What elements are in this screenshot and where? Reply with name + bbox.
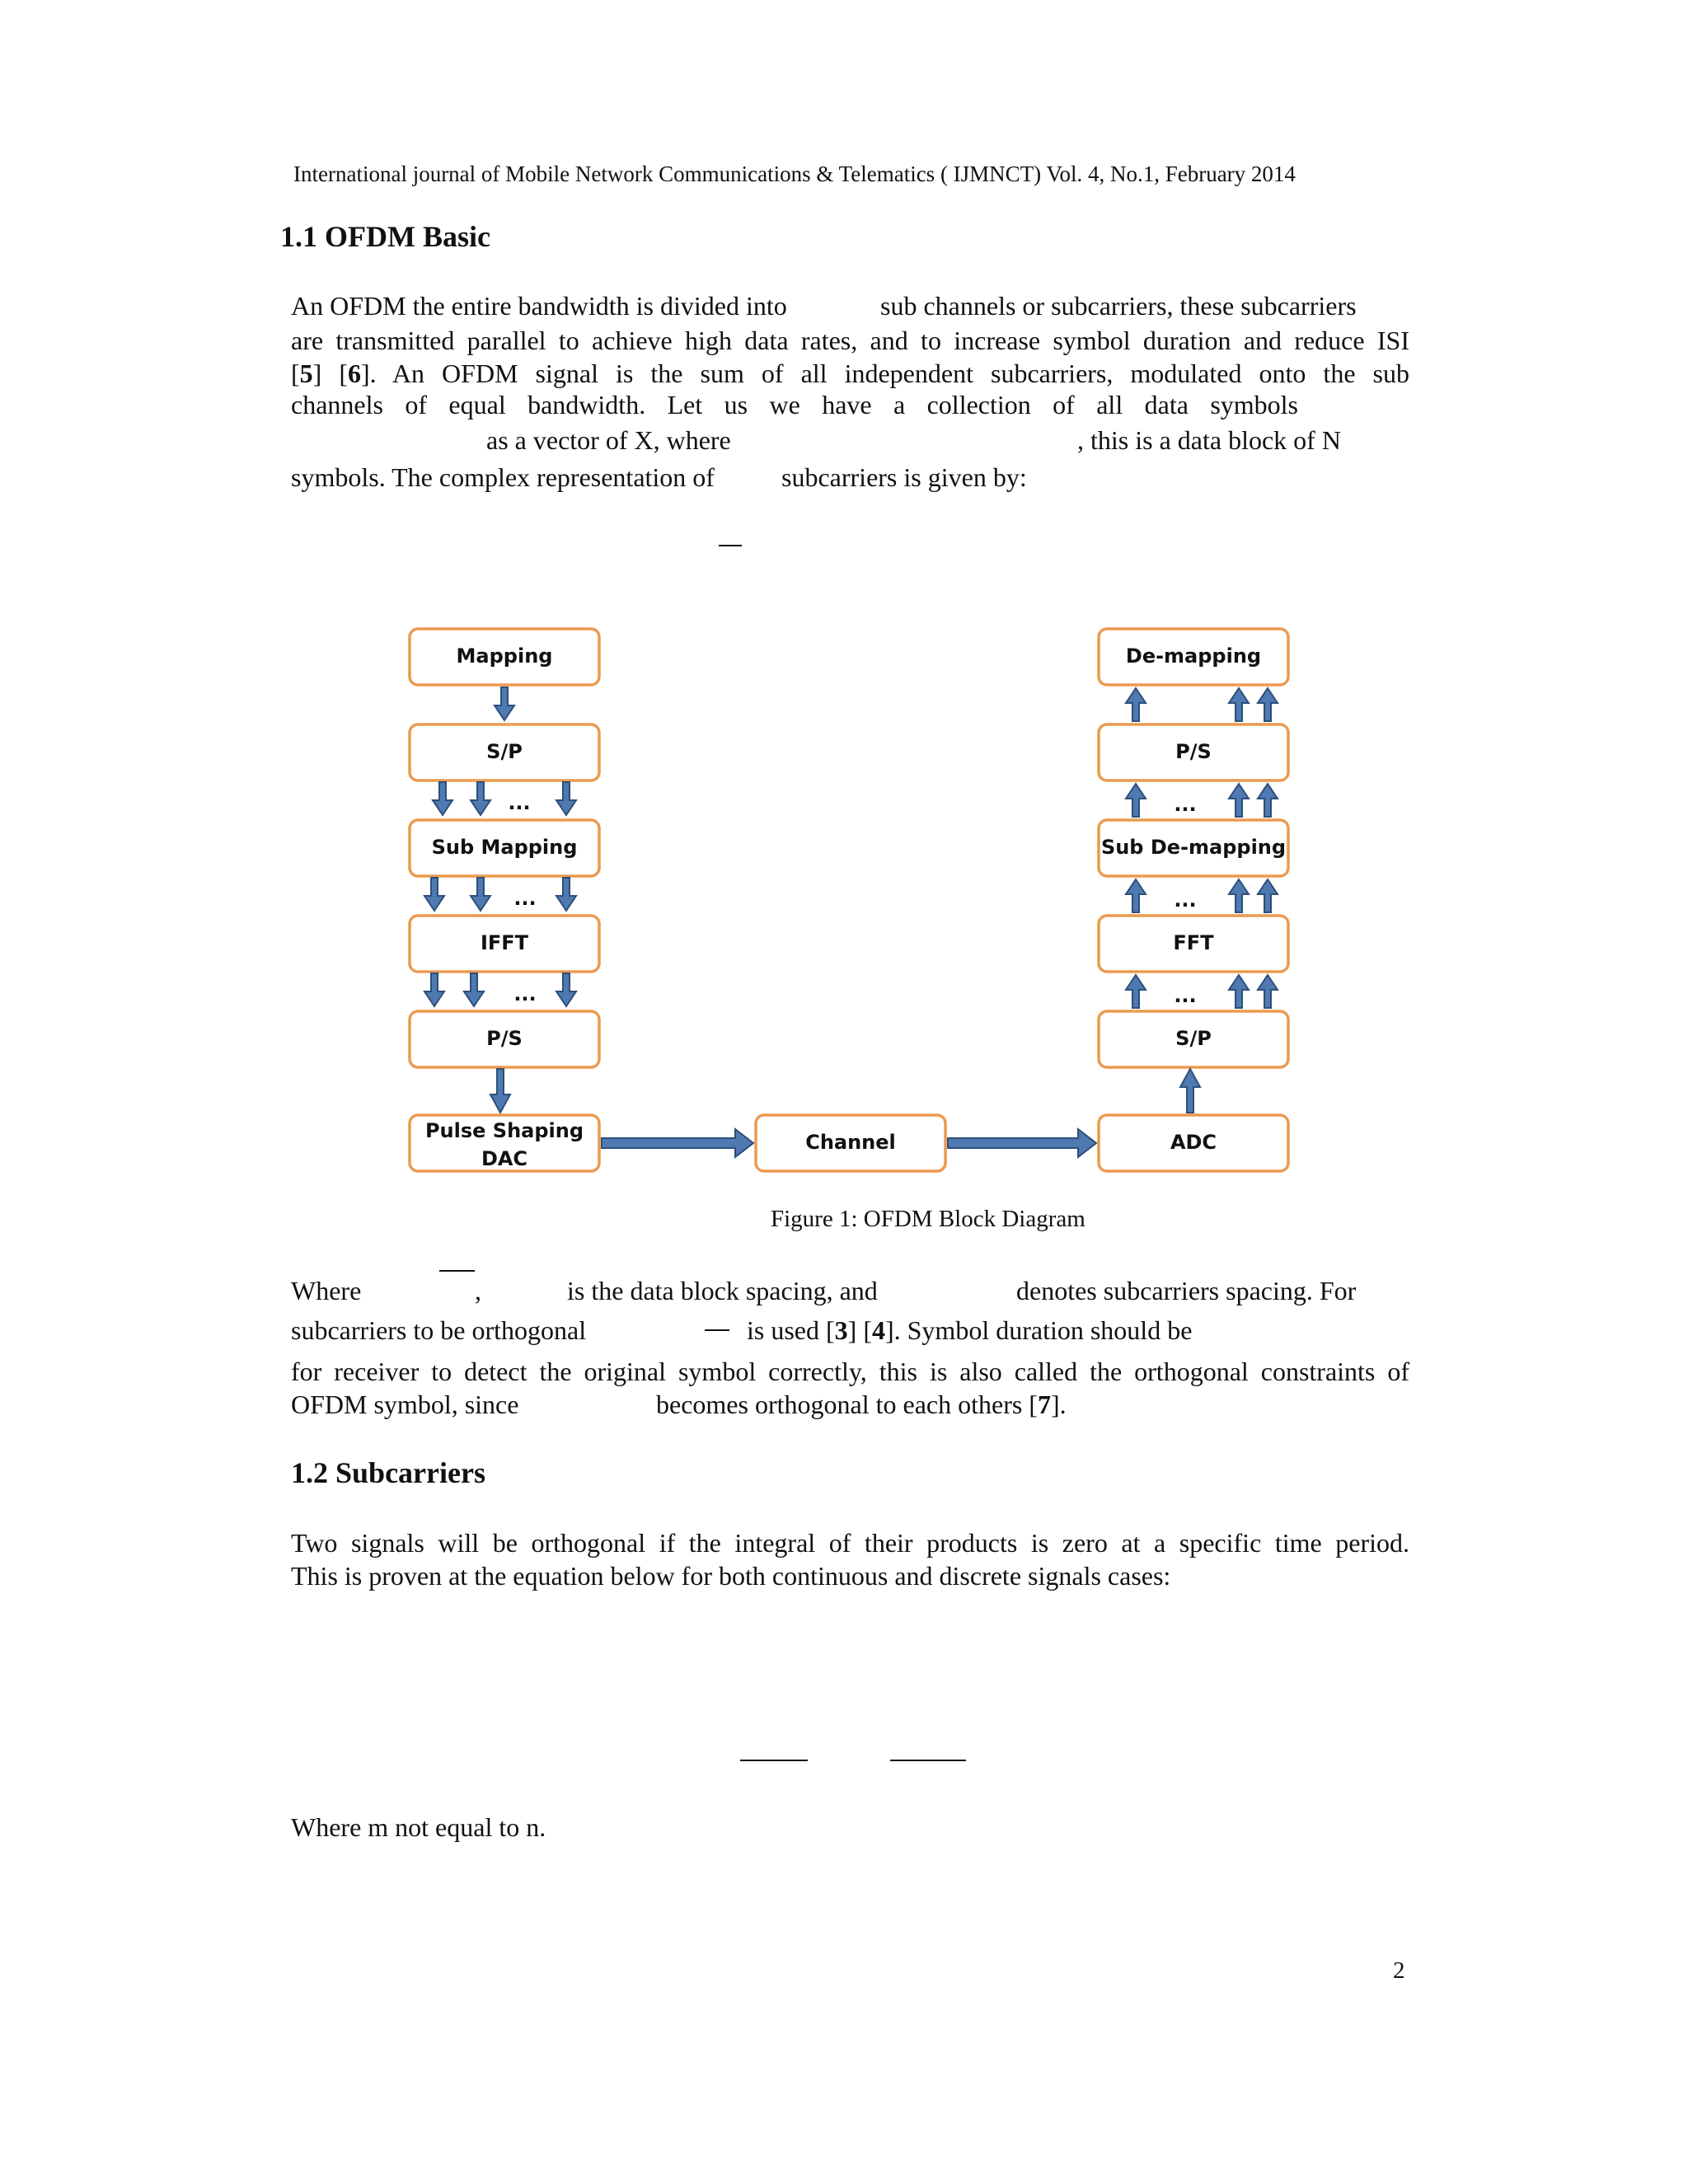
arrow-fft-to-subdemap-2 (1229, 879, 1249, 912)
rx-block-ps (1099, 724, 1288, 780)
arrow-sp-to-fft-1 (1126, 975, 1146, 1008)
rx-block-de-mapping-label: De-mapping (1125, 644, 1262, 668)
para2-line1-part-a: Where (291, 1276, 362, 1305)
section2-body (291, 1526, 1409, 1592)
para1-line5-part-b: , this is a data block of N (1077, 425, 1341, 455)
ellipsis-tx-2: ... (513, 887, 537, 910)
citation-7[interactable]: 7 (1037, 1390, 1051, 1419)
citation-5[interactable]: 5 (299, 359, 313, 388)
channel-block (756, 1115, 945, 1171)
closing-sentence: Where m not equal to n. (291, 1812, 546, 1842)
arrow-channel-to-adc (948, 1129, 1096, 1157)
arrow-sp-to-submap-1 (433, 782, 452, 815)
rx-block-de-mapping (1099, 629, 1288, 685)
ellipsis-rx-1: ... (1174, 793, 1197, 816)
tx-block-ps (410, 1011, 599, 1067)
tx-block-pulse-shaping-dac (410, 1115, 599, 1171)
rx-block-fft (1099, 916, 1288, 972)
section2-line1: Two signals will be orthogonal if the integral of their products is zero at a specific time period. (291, 1528, 1409, 1558)
para2-line2-text-2: ] [ (847, 1315, 872, 1345)
arrow-dac-to-channel (602, 1129, 753, 1157)
para1-line3-text: . An OFDM signal is the sum of all independent subcarriers, modulated onto the sub (369, 359, 1410, 388)
arrow-ifft-to-ps-2 (464, 973, 484, 1006)
ellipsis-rx-2: ... (1174, 888, 1197, 912)
para2-line2-text-3: ]. Symbol duration should be (884, 1315, 1193, 1345)
arrow-adc-to-sp (1180, 1069, 1200, 1113)
para2-line2-part-a: subcarriers to be orthogonal (291, 1315, 587, 1345)
ellipsis-tx-1: ... (508, 791, 531, 814)
rx-block-adc (1099, 1115, 1288, 1171)
ofdm-block-diagram (396, 618, 1302, 1187)
rx-block-sp-label: S/P (1175, 1027, 1212, 1050)
para1-line1-part-a: An OFDM the entire bandwidth is divided into (291, 291, 787, 321)
pulse-shaping-label: Pulse Shaping (424, 1119, 584, 1142)
equation-fraction-bar-3 (705, 1329, 729, 1331)
section-title-subcarriers: 1.2 Subcarriers (291, 1456, 485, 1489)
rx-block-ps-label: P/S (1175, 740, 1212, 763)
section2-line2: This is proven at the equation below for both continuous and discrete signals cases: (291, 1561, 1171, 1591)
para2-line3 (291, 1355, 1409, 1388)
citation-4[interactable]: 4 (871, 1315, 885, 1345)
para2-line1-part-c: is the data block spacing, and (567, 1276, 878, 1305)
arrow-mapping-to-sp (495, 687, 514, 720)
para1-body (291, 324, 1409, 390)
equation-fraction-bar-2 (439, 1270, 475, 1272)
citation-3[interactable]: 3 (834, 1315, 848, 1345)
arrow-submap-to-ifft-2 (471, 878, 490, 911)
arrow-subdemap-to-ps-2 (1229, 784, 1249, 817)
arrow-subdemap-to-ps-1 (1126, 784, 1146, 817)
arrow-sp-to-submap-3 (556, 782, 576, 815)
tx-block-ifft (410, 916, 599, 972)
arrow-ps-to-demapping-1 (1126, 688, 1146, 721)
arrow-ifft-to-ps-3 (556, 973, 576, 1006)
para1-line6-part-a: symbols. The complex representation of (291, 462, 715, 492)
arrow-ps-to-demapping-3 (1258, 688, 1278, 721)
equation-fraction-bar-4 (740, 1760, 808, 1761)
tx-block-mapping (410, 629, 599, 685)
para1-line3: [5] [6]. An OFDM signal is the sum of all independent subcarriers, modulated onto the sub (291, 359, 1410, 388)
para1-line5-part-a: as a vector of X, where (486, 425, 731, 455)
equation-fraction-bar (719, 545, 742, 546)
rx-block-sp (1099, 1011, 1288, 1067)
tx-block-mapping-label: Mapping (456, 644, 553, 668)
para2-line1-part-b: , (475, 1276, 481, 1305)
arrow-submap-to-ifft-1 (424, 878, 444, 911)
para2-line1-part-d: denotes subcarriers spacing. For (1016, 1276, 1357, 1305)
citation-6[interactable]: 6 (348, 359, 361, 388)
para2-line2-text-1: is used [ (747, 1315, 835, 1345)
tx-block-sp (410, 724, 599, 780)
adc-label: ADC (1170, 1131, 1217, 1154)
arrow-sp-to-fft-3 (1258, 975, 1278, 1008)
para1-line4 (291, 390, 1298, 420)
para2-line3-text: for receiver to detect the original symbol correctly, this is also called the orthogonal constraints of (291, 1357, 1409, 1386)
tx-block-sp-label: S/P (486, 740, 523, 763)
para2-line4-text-1: becomes orthogonal to each others [ (656, 1390, 1038, 1419)
para1-line2: are transmitted parallel to achieve high data rates, and to increase symbol duration and reduce ISI (291, 326, 1409, 355)
arrow-subdemap-to-ps-3 (1258, 784, 1278, 817)
arrow-ps-to-pulse (490, 1069, 510, 1113)
para2-line4-part-b (656, 1390, 1067, 1420)
figure-caption: Figure 1: OFDM Block Diagram (771, 1206, 1085, 1232)
arrow-fft-to-subdemap-1 (1126, 879, 1146, 912)
arrow-ps-to-demapping-2 (1229, 688, 1249, 721)
equation-fraction-bar-5 (890, 1760, 966, 1761)
arrow-sp-to-fft-2 (1229, 975, 1249, 1008)
ellipsis-rx-3: ... (1174, 984, 1197, 1007)
ellipsis-tx-3: ... (513, 982, 537, 1005)
tx-block-sub-mapping (410, 820, 599, 876)
rx-block-sub-de-mapping-label: Sub De-mapping (1100, 836, 1287, 859)
para1-line6-part-b: subcarriers is given by: (781, 462, 1027, 492)
para1-line1-part-b: sub channels or subcarriers, these subcarriers (880, 291, 1357, 321)
arrow-sp-to-submap-2 (471, 782, 490, 815)
tx-block-ifft-label: IFFT (480, 931, 529, 954)
para2-line4-text-2: ]. (1050, 1390, 1067, 1419)
para1-line4-text: channels of equal bandwidth. Let us we have a collection of all data symbols (291, 390, 1298, 419)
arrow-ifft-to-ps-1 (424, 973, 444, 1006)
tx-block-sub-mapping-label: Sub Mapping (431, 836, 578, 859)
tx-block-ps-label: P/S (486, 1027, 523, 1050)
rx-block-sub-de-mapping (1099, 820, 1288, 876)
channel-label: Channel (805, 1131, 896, 1154)
para2-line4-part-a: OFDM symbol, since (291, 1390, 519, 1419)
rx-block-fft-label: FFT (1173, 931, 1214, 954)
page-number: 2 (1393, 1957, 1405, 1984)
section-title-ofdm-basic: 1.1 OFDM Basic (280, 220, 490, 253)
running-header: International journal of Mobile Network Communications & Telematics ( IJMNCT) Vol. 4, No.1, February 2014 (293, 162, 1296, 186)
dac-label: DAC (481, 1147, 528, 1170)
arrow-submap-to-ifft-3 (556, 878, 576, 911)
para2-line2-part-b (747, 1315, 1192, 1346)
arrow-fft-to-subdemap-3 (1258, 879, 1278, 912)
